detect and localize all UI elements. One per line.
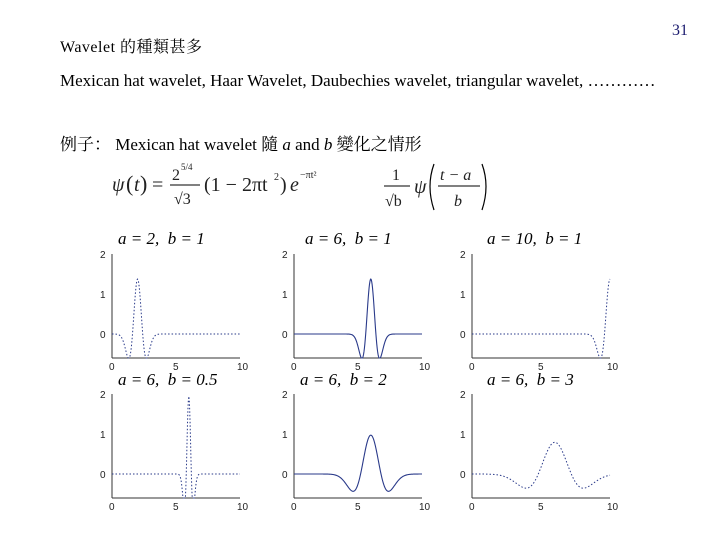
formula2-bottom: b [454, 193, 462, 210]
x-tick-label: 0 [109, 502, 115, 513]
y-tick-label: 2 [282, 250, 288, 261]
formula-e: e [290, 174, 299, 196]
y-tick-label: 0 [282, 330, 288, 341]
x-tick-label: 5 [538, 362, 544, 373]
x-tick-label: 0 [469, 502, 475, 513]
formula-denominator: √3 [174, 191, 191, 208]
formula2-top: t − a [440, 167, 472, 184]
plot-label-3: a = 10, b = 1 [487, 229, 583, 248]
mexican-hat-formula [110, 158, 350, 212]
svg-text:): ) [140, 171, 148, 196]
y-tick-label: 1 [100, 430, 106, 441]
x-tick-label: 5 [355, 502, 361, 513]
wavelet-curve [472, 442, 610, 488]
x-tick-label: 0 [469, 362, 475, 373]
example-text-before: Mexican hat wavelet 隨 [115, 135, 279, 154]
example-prefix: 例子： [60, 135, 111, 154]
scaled-wavelet-formula [380, 158, 490, 214]
y-tick-label: 1 [282, 430, 288, 441]
wavelet-curve [112, 396, 240, 498]
x-tick-label: 10 [237, 362, 249, 373]
wavelet-curve [472, 279, 610, 358]
x-tick-label: 0 [291, 362, 297, 373]
y-tick-label: 2 [100, 250, 106, 261]
example-a: a [282, 135, 291, 154]
x-tick-label: 5 [173, 362, 179, 373]
y-tick-label: 2 [460, 250, 466, 261]
plot-label-5: a = 6, b = 2 [300, 370, 387, 389]
example-b: b [323, 135, 333, 154]
formula2-right-paren [482, 164, 486, 210]
plot-a2-b1 [96, 246, 249, 373]
y-tick-label: 1 [460, 430, 466, 441]
wavelet-curve [112, 279, 240, 358]
x-tick-label: 0 [291, 502, 297, 513]
y-tick-label: 1 [282, 290, 288, 301]
plot-a6-b3 [456, 386, 619, 513]
page-number: 31 [672, 22, 688, 39]
formula-num-exponent: 5/4 [181, 162, 193, 172]
formula2-psi: ψ [414, 176, 427, 198]
y-tick-label: 2 [100, 390, 106, 401]
y-tick-label: 0 [100, 470, 106, 481]
plot-a6-b2 [278, 386, 431, 513]
formula-close-paren: ) [280, 174, 287, 196]
plot-label-4: a = 6, b = 0.5 [118, 370, 218, 389]
y-tick-label: 0 [100, 330, 106, 341]
y-tick-label: 0 [460, 470, 466, 481]
example-line [60, 130, 422, 155]
example-and: and [295, 135, 320, 154]
y-tick-label: 1 [100, 290, 106, 301]
x-tick-label: 5 [538, 502, 544, 513]
formula2-denominator: √b [385, 193, 402, 210]
formula-equals: = [152, 174, 164, 196]
formula-numerator: 2 [172, 167, 180, 184]
y-tick-label: 2 [460, 390, 466, 401]
formula2-left-paren [430, 164, 434, 210]
plot-a6-b1 [278, 246, 431, 373]
formula2-numerator: 1 [392, 167, 400, 184]
plot-label-6: a = 6, b = 3 [487, 370, 574, 389]
formula-paren-term: (1 − 2πt [204, 174, 268, 196]
wavelet-curve [294, 435, 422, 491]
x-tick-label: 10 [419, 502, 431, 513]
svg-text:(: ( [126, 171, 134, 196]
x-tick-label: 0 [109, 362, 115, 373]
x-tick-label: 5 [173, 502, 179, 513]
x-tick-label: 5 [355, 362, 361, 373]
x-tick-label: 10 [607, 362, 619, 373]
y-tick-label: 2 [282, 390, 288, 401]
y-tick-label: 0 [460, 330, 466, 341]
plot-a6-b05 [96, 386, 249, 513]
formula-t: t [134, 174, 140, 196]
x-tick-label: 10 [607, 502, 619, 513]
example-text-after: 變化之情形 [336, 135, 422, 154]
y-tick-label: 1 [460, 290, 466, 301]
plot-a10-b1 [456, 246, 619, 373]
y-tick-label: 0 [282, 470, 288, 481]
formula-psi: ψ [112, 174, 125, 196]
x-tick-label: 10 [419, 362, 431, 373]
plot-label-2: a = 6, b = 1 [305, 229, 392, 248]
formula-square: 2 [274, 172, 279, 183]
wavelet-curve [294, 279, 422, 358]
slide-title: Wavelet 的種類甚多 [60, 39, 203, 56]
x-tick-label: 10 [237, 502, 249, 513]
formula-e-exponent: −πt² [300, 170, 317, 181]
plot-label-1: a = 2, b = 1 [118, 229, 205, 248]
wavelet-list: Mexican hat wavelet, Haar Wavelet, Daubechies wavelet, triangular wavelet, ………… [60, 71, 656, 90]
